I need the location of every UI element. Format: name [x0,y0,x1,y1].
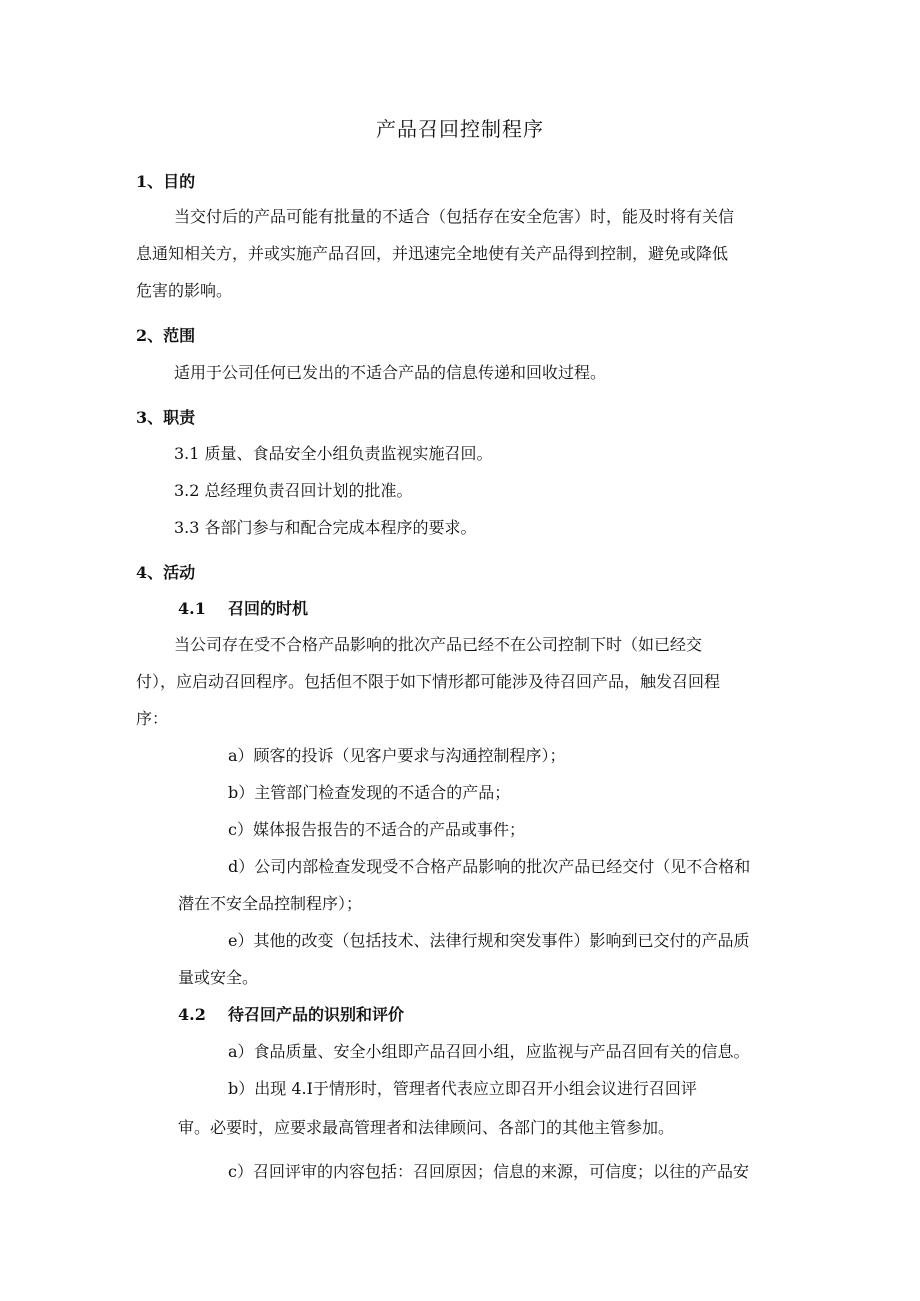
section-4-2-number: 4.2 [178,1005,206,1024]
section-4-2-list-item-continued: 审。必要时，应要求最高管理者和法律顾问、各部门的其他主管参加。 [178,1118,675,1137]
section-3-item: 3.1 质量、食品安全小组负责监视实施召回。 [174,444,493,463]
section-4-1-paragraph-line: 付），应启动召回程序。包括但不限于如下情形都可能涉及待召回产品，触发召回程 [136,672,721,691]
section-3-item: 3.2 总经理负责召回计划的批准。 [174,481,413,500]
section-4-1-heading: 召回的时机 [228,599,309,618]
section-4-1-list-item: a）顾客的投诉（见客户要求与沟通控制程序）； [228,746,566,765]
section-4-1-paragraph-line: 当公司存在受不合格产品影响的批次产品已经不在公司控制下时（如已经交 [174,635,703,654]
section-4-2-list-item: a）食品质量、安全小组即产品召回小组，应监视与产品召回有关的信息。 [228,1042,750,1061]
document-title: 产品召回控制程序 [376,117,544,141]
section-1-paragraph-line: 当交付后的产品可能有批量的不适合（包括存在安全危害）时，能及时将有关信 [174,207,735,226]
section-3-heading: 3、职责 [136,408,196,427]
section-1-paragraph-line: 危害的影响。 [136,281,233,300]
section-4-1-number: 4.1 [178,599,206,618]
section-4-1-list-item-continued: 量或安全。 [178,968,259,987]
section-4-2-list-item: c）召回评审的内容包括：召回原因；信息的来源，可信度；以往的产品安 [228,1162,749,1181]
section-4-2-heading: 待召回产品的识别和评价 [228,1005,405,1024]
section-3-item: 3.3 各部门参与和配合完成本程序的要求。 [174,518,477,537]
section-4-1-paragraph-line: 序： [136,709,169,728]
section-4-1-list-item: c）媒体报告报告的不适合的产品或事件； [228,820,525,839]
section-4-heading: 4、活动 [136,563,196,582]
section-1-heading: 1、目的 [136,172,196,191]
section-4-1-list-item: b）主管部门检查发现的不适合的产品； [228,783,511,802]
section-2-paragraph: 适用于公司任何已发出的不适合产品的信息传递和回收过程。 [174,363,607,382]
section-2-heading: 2、范围 [136,326,196,345]
section-1-paragraph-line: 息通知相关方，并或实施产品召回，并迅速完全地使有关产品得到控制，避免或降低 [136,244,729,263]
section-4-1-list-item: d）公司内部检查发现受不合格产品影响的批次产品已经交付（见不合格和 [228,857,751,876]
section-4-1-list-item: e）其他的改变（包括技术、法律行规和突发事件）影响到已交付的产品质 [228,931,750,950]
section-4-2-list-item: b）出现 4.Ⅰ于情形时，管理者代表应立即召开小组会议进行召回评 [228,1079,697,1098]
section-4-1-list-item-continued: 潜在不安全品控制程序）； [178,894,363,913]
